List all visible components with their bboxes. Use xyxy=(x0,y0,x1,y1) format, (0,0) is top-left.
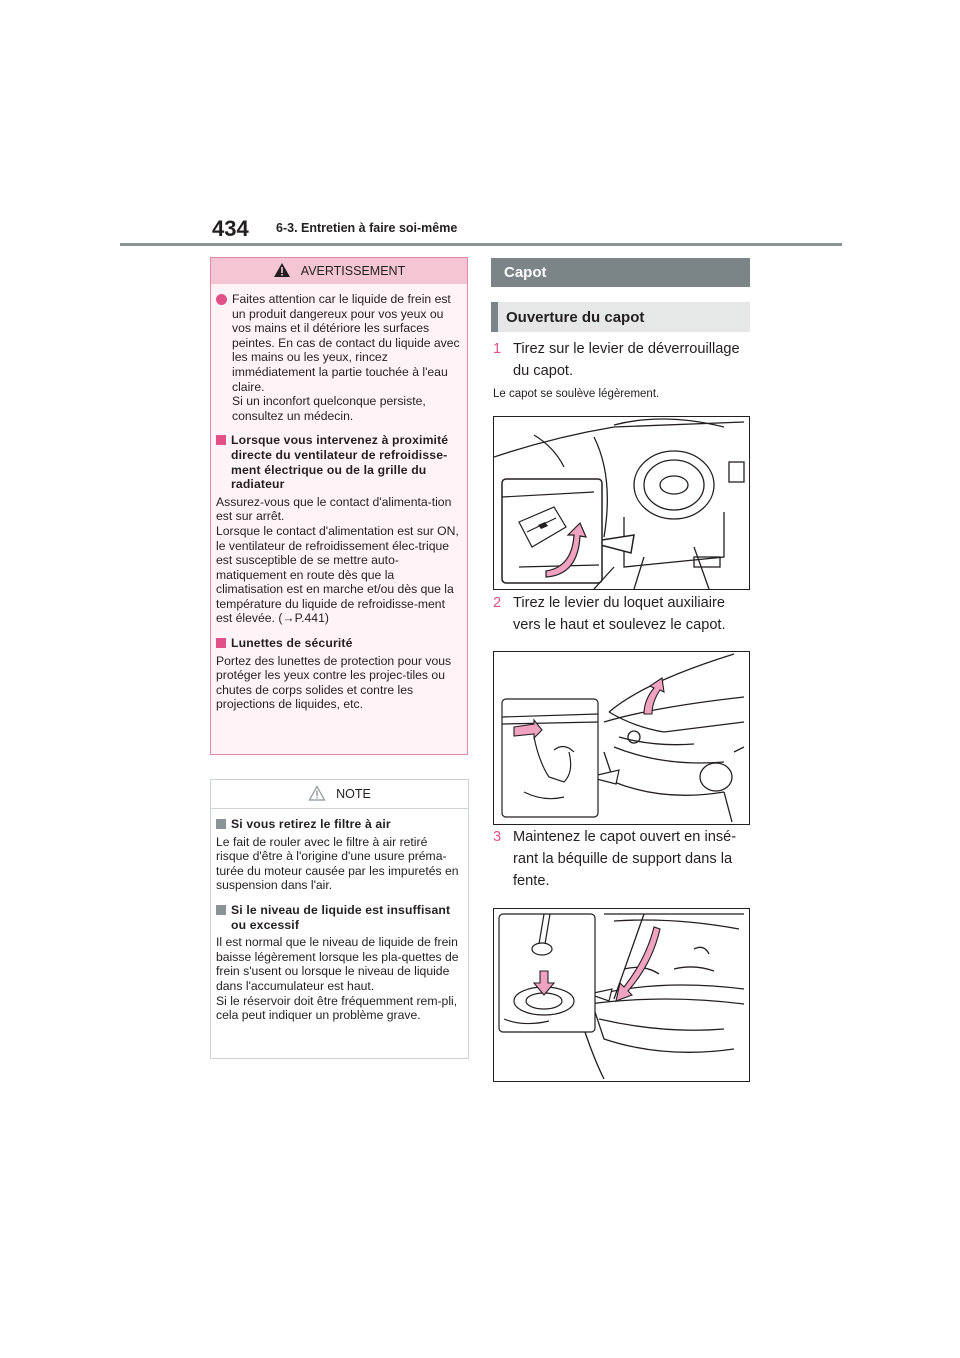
note-paragraph-3: Si le réservoir doit être fréquemment rem-pli, cela peut indiquer un problème grave. xyxy=(216,993,458,1023)
warning-paragraph-ref xyxy=(216,524,461,626)
warning-subheading xyxy=(216,433,461,491)
sub-heading-text: Ouverture du capot xyxy=(506,308,645,326)
step-text: Maintenez le capot ouvert en insé-rant la béquille de support dans la fente. xyxy=(513,829,737,889)
square-bullet-icon xyxy=(216,819,226,829)
arrow-right-icon: → xyxy=(282,611,295,626)
note-subheading-text: Si vous retirez le filtre à air xyxy=(231,817,391,831)
warning-subheading-2 xyxy=(216,636,461,651)
step-text: Tirez sur le levier de déverrouillage du capot. xyxy=(513,341,740,379)
square-bullet-icon xyxy=(216,435,226,445)
note-paragraph: Le fait de rouler avec le filtre à air retiré risque d'être à l'origine d'une usure préma-turée du moteur causée par les impuretés en suspension dans l'air. xyxy=(216,834,459,893)
note-subheading xyxy=(216,817,462,832)
step-number: 2 xyxy=(493,595,502,611)
warning-triangle-icon xyxy=(273,262,291,281)
warning-paragraph-2: Portez des lunettes de protection pour vous protéger les yeux contre les projec-tiles ou chutes de corps solides et contre les projections de liquides, etc. xyxy=(216,653,452,712)
page-number: 434 xyxy=(212,216,249,241)
note-title: NOTE xyxy=(336,787,371,801)
warning-bullet-text-cont: Si un inconfort quelconque persiste, consultez un médecin. xyxy=(232,394,426,423)
warning-subheading-text: Lorsque vous intervenez à proximité directe du ventilateur de refroidisse-ment électrique ou de la grille du radiateur xyxy=(231,433,449,492)
note-subheading-2 xyxy=(216,903,462,932)
note-triangle-icon xyxy=(308,785,326,804)
note-paragraph-2: Il est normal que le niveau de liquide de frein baisse légèrement lorsque les pla-quettes de frein s'usent ou lorsque le niveau de liquide dans l'accumulateur est haut. xyxy=(216,935,459,993)
main-heading: Capot xyxy=(491,258,750,287)
note-header xyxy=(211,780,468,809)
figure-hood-release-lever xyxy=(493,416,750,590)
warning-paragraph: Assurez-vous que le contact d'alimenta-tion est sur arrêt. xyxy=(216,494,452,524)
section-title: 6-3. Entretien à faire soi-même xyxy=(276,221,458,235)
header-rule xyxy=(120,243,842,246)
step-1-note: Le capot se soulève légèrement. xyxy=(493,388,660,400)
sub-heading-accent xyxy=(491,302,498,332)
note-subheading-text: Si le niveau de liquide est insuffisant ou excessif xyxy=(231,902,451,932)
sub-heading xyxy=(491,302,750,332)
note-box xyxy=(210,779,469,1059)
figure-support-rod xyxy=(493,908,750,1082)
step-text: Tirez le levier du loquet auxiliaire vers le haut et soulevez le capot. xyxy=(513,595,726,633)
warning-paragraph-text: Lorsque le contact d'alimentation est sur ON, le ventilateur de refroidissement élec-trique est susceptible de se mettre auto-matiquement en route dès que la climatisation est en marche et/ou dès que la température du liquide de refroidisse-ment est élevée. ( xyxy=(216,523,459,626)
square-bullet-icon xyxy=(216,905,226,915)
step-number: 1 xyxy=(493,341,502,357)
page-reference-link[interactable]: P.441) xyxy=(294,611,329,626)
step-number: 3 xyxy=(493,829,502,845)
warning-header xyxy=(211,258,467,284)
warning-subheading-text: Lunettes de sécurité xyxy=(231,636,353,651)
warning-box xyxy=(210,257,468,755)
bullet-dot-icon xyxy=(216,294,227,305)
figure-auxiliary-latch xyxy=(493,651,750,825)
warning-title: AVERTISSEMENT xyxy=(300,264,406,278)
square-bullet-icon xyxy=(216,638,226,648)
step-1 xyxy=(493,338,749,382)
step-2 xyxy=(493,592,749,636)
step-3 xyxy=(493,826,749,892)
warning-bullet xyxy=(216,292,461,423)
warning-bullet-text: Faites attention car le liquide de frein est un produit dangereux pour vos yeux ou vos mains et il détériore les surfaces peintes. En cas de contact du liquide avec les mains ou les yeux, rincez immédiatement la partie touchée à l'eau claire. xyxy=(232,292,460,394)
